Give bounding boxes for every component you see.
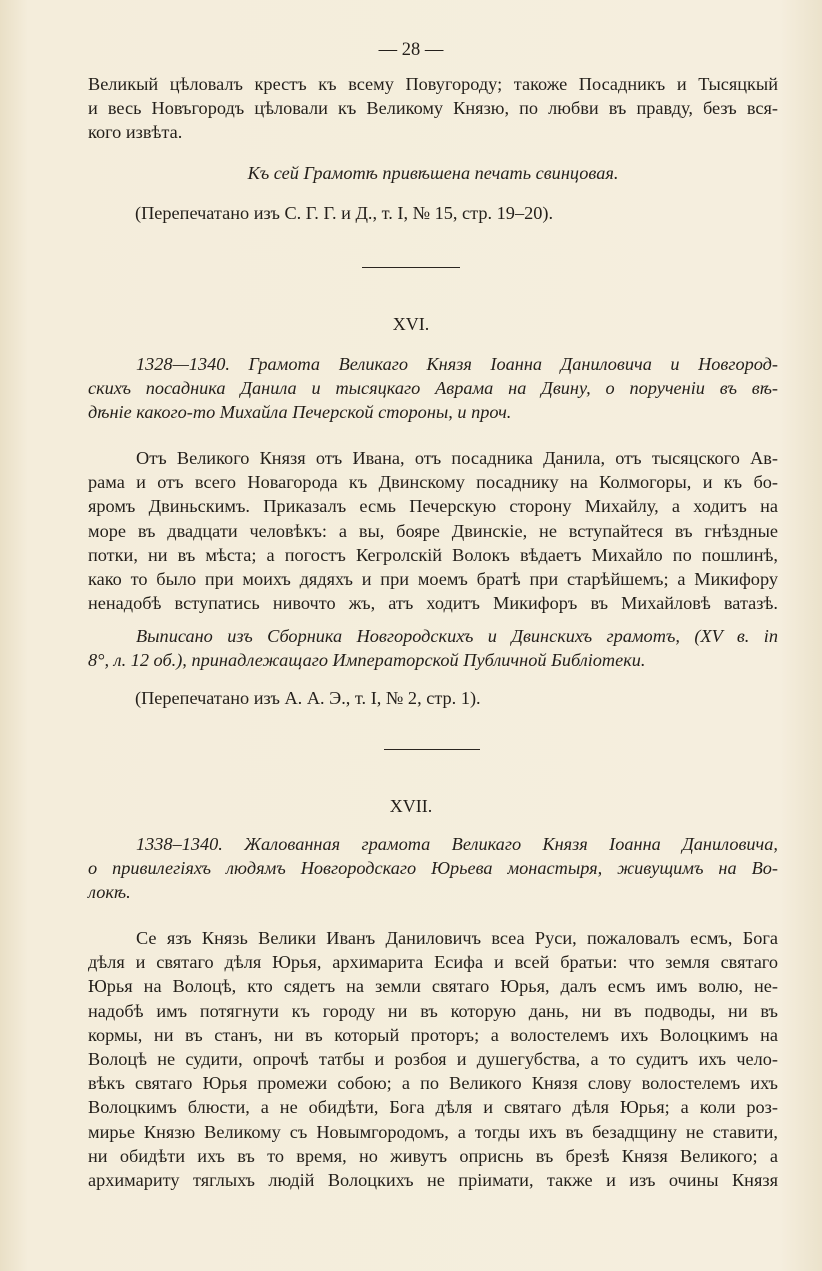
title-line: локѣ. [88, 882, 131, 903]
seal-note: Къ сей Грамотѣ привѣшена печать свинцовая. [247, 163, 619, 183]
body-line: ненадобѣ вступатись нивочто жъ, атъ ходитъ Микифоръ въ Михайловѣ ватазѣ. [88, 593, 778, 614]
body-line: ни обидѣти ихъ въ то время, но живутъ оприснь въ брезѣ Князя Великого; а [88, 1145, 778, 1166]
reprint-note-15: (Перепечатано изъ С. Г. Г. и Д., т. I, № 15, стр. 19–20). [135, 203, 554, 223]
section-divider [362, 267, 460, 268]
section-numeral-xvi: XVI. [392, 314, 430, 334]
body-line: Волоцкимъ блюсти, а не обидѣти, Бога дѣля и святаго дѣля Юрья; а коли роз- [88, 1097, 778, 1118]
text-line: Великый цѣловалъ крестъ къ всему Повугороду; такоже Посадникъ и Тысяцкый [88, 74, 778, 94]
body-line: надобѣ имъ потягнути къ городу ни въ которую дань, ни въ подводы, ни въ [88, 1000, 778, 1021]
title-line: 1338–1340. Жалованная грамота Великаго Князя Іоанна Даниловича, [136, 834, 778, 854]
section-xvi-source [88, 624, 778, 672]
body-line: рама и отъ всего Новагорода къ Двинскому посаднику на Колмогоры, и къ бо- [88, 472, 778, 493]
reprint-note-16: (Перепечатано изъ А. А. Э., т. I, № 2, стр. 1). [135, 688, 481, 708]
body-line: Волоцѣ не судити, опрочѣ татбы и розбоя и душегубства, а то судитъ ихъ чело- [88, 1049, 778, 1070]
section-xvii-title [88, 832, 778, 905]
section-xvi-title [88, 352, 778, 425]
title-line: о привилегіяхъ людямъ Новгородскаго Юрьева монастыря, живущимъ на Во- [88, 858, 778, 879]
section-xvi-body [88, 446, 778, 615]
section-divider [384, 749, 480, 750]
title-line: дѣніе какого-то Михайла Печерской стороны, и проч. [88, 402, 512, 423]
body-line: потки, ни въ мѣста; а погостъ Кегролскій Волокъ вѣдаетъ Михайло по пошлинѣ, [88, 544, 778, 565]
title-line: 1328—1340. Грамота Великаго Князя Іоанна Даниловича и Новгород- [136, 354, 778, 374]
body-line: вѣкъ святаго Юрья промежи собою; а по Великого Князя слову волостелемъ ихъ [88, 1073, 778, 1094]
body-line: яромъ Двиньскимъ. Приказалъ есмь Печерскую сторону Михайлу, а ходитъ на [88, 496, 778, 517]
title-line: скихъ посадника Данила и тысяцкаго Аврама на Двину, о порученіи въ вѣ- [88, 378, 778, 399]
source-line: 8°, л. 12 об.), принадлежащаго Императорской Публичной Библіотеки. [88, 650, 646, 671]
previous-section-ending [88, 72, 778, 145]
body-line: море въ двадцати человѣкъ: а вы, бояре Двинскіе, не вступайтеся въ гнѣздные [88, 520, 778, 541]
body-line: Юрья на Волоцѣ, кто сядетъ на земли святаго Юрья, далъ есмъ имъ волю, не- [88, 976, 778, 997]
body-line: архимариту тяглыхъ людій Волоцкихъ не пріимати, также и изъ очины Князя [88, 1170, 778, 1191]
text-line: кого извѣта. [88, 122, 183, 143]
text-line: и весь Новъгородъ цѣловали къ Великому Князю, по любви въ правду, безъ вся- [88, 98, 778, 119]
source-line: Выписано изъ Сборника Новгородскихъ и Двинскихъ грамотъ, (XV в. in [136, 626, 778, 646]
body-line: кормы, ни въ станъ, ни въ который проторъ; а волостелемъ ихъ Волоцкимъ на [88, 1024, 778, 1045]
body-line: Се язъ Князь Велики Иванъ Даниловичъ всеа Руси, пожаловалъ есмъ, Бога [136, 928, 778, 948]
section-xvii-body [88, 926, 778, 1192]
body-line: како то было при моихъ дядяхъ и при моемъ братѣ при старѣйшемъ; а Микифору [88, 569, 778, 590]
section-numeral-xvii: XVII. [389, 796, 433, 816]
page-number: — 28 — [378, 40, 444, 60]
body-line: Отъ Великого Князя отъ Ивана, отъ посадника Данила, отъ тысяцского Ав- [136, 448, 778, 468]
body-line: дѣля и святаго дѣля Юрья, архимарита Есифа и всей братьи: что земля святаго [88, 952, 778, 973]
body-line: мирье Князю Великому съ Новымгородомъ, а тогды ихъ въ безадщину не ставити, [88, 1121, 778, 1142]
